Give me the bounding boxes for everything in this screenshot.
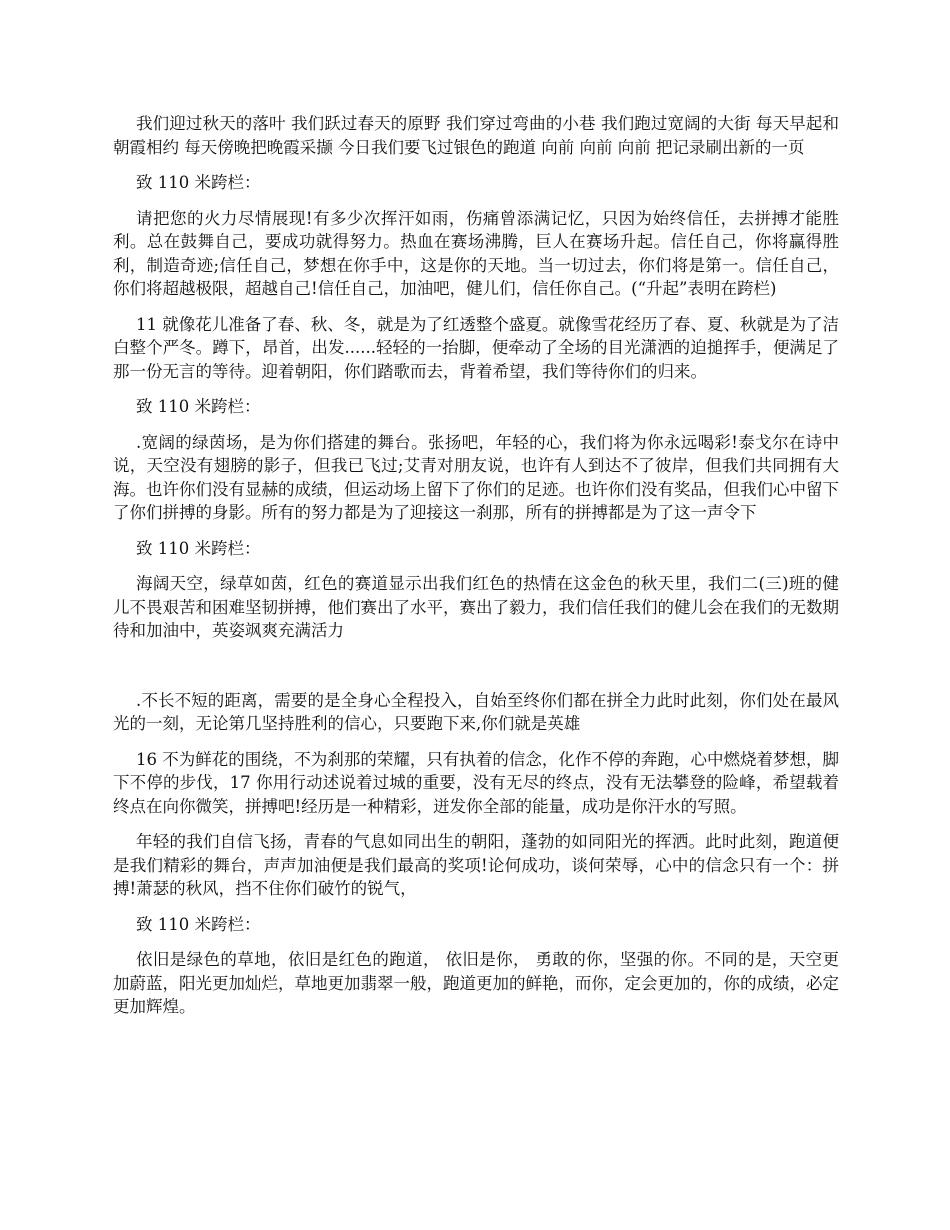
paragraph: .不长不短的距离，需要的是全身心全程投入，自始至终你们都在拼全力此时此刻，你们处在最风光的一刻，无论第几坚持胜利的信心，只要跑下来,你们就是英雄 bbox=[113, 690, 839, 733]
paragraph: 海阔天空，绿草如茵，红色的赛道显示出我们红色的热情在这金色的秋天里，我们二(三)班的健儿不畏艰苦和困难坚韧拼搏，他们赛出了水平，赛出了毅力，我们信任我们的健儿会在我们的无数期待和加油中，英姿飒爽充满活力 bbox=[113, 574, 839, 640]
paragraph: 年轻的我们自信飞扬，青春的气息如同出生的朝阳，蓬勃的如同阳光的挥洒。此时此刻，跑道便是我们精彩的舞台，声声加油便是我们最高的奖项!论何成功，谈何荣辱，心中的信念只有一个：拼搏!萧瑟的秋风，挡不住你们破竹的锐气， bbox=[113, 832, 839, 898]
section-heading: 致 110 米跨栏： bbox=[136, 173, 261, 192]
paragraph: 请把您的火力尽情展现!有多少次挥汗如雨，伤痛曾添满记忆，只因为始终信任，去拼搏才能胜利。总在鼓舞自己，要成功就得努力。热血在赛场沸腾，巨人在赛场升起。信任自己，你将赢得胜利，制造奇迹;信任自己，梦想在你手中，这是你的天地。当一切过去，你们将是第一。信任自己，你们将超越极限，超越自己!信任自己，加油吧，健儿们，信任你自己。(“升起”表明在跨栏) bbox=[113, 208, 839, 298]
section-heading: 致 110 米跨栏： bbox=[136, 538, 261, 558]
paragraph-intro-poem: 我们迎过秋天的落叶 我们跃过春天的原野 我们穿过弯曲的小巷 我们跑过宽阔的大街 每天早起和朝霞相约 每天傍晚把晚霞采撷 今日我们要飞过银色的跑道 向前 向前 向前 把记录刷出新的一页 bbox=[113, 114, 839, 157]
paragraph: 11 就像花儿准备了春、秋、冬，就是为了红透整个盛夏。就像雪花经历了春、夏、秋就是为了洁白整个严冬。蹲下，昂首，出发......轻轻的一抬脚，便牵动了全场的目光潇洒的迫搥挥手，便满足了那一份无言的等待。迎着朝阳，你们踏歌而去，背着希望，我们等待你们的归来。 bbox=[113, 314, 839, 381]
blank-spacer bbox=[113, 655, 839, 689]
paragraph: .宽阔的绿茵场，是为你们搭建的舞台。张扬吧，年轻的心，我们将为你永远喝彩!泰戈尔在诗中说，天空没有翅膀的影子，但我已飞过;艾青对朋友说，也许有人到达不了彼岸，但我们共同拥有大海。也许你们没有显赫的成绩，但运动场上留下了你们的足迹。也许你们没有奖品，但我们心中留下了你们拼搏的身影。所有的努力都是为了迎接这一刹那，所有的拼搏都是为了这一声令下 bbox=[113, 432, 839, 522]
section-heading: 致 110 米跨栏： bbox=[136, 914, 261, 934]
section-heading: 致 110 米跨栏： bbox=[136, 397, 261, 416]
paragraph: 16 不为鲜花的围绕，不为刹那的荣耀，只有执着的信念，化作不停的奔跑，心中燃烧着梦想，脚下不停的步伐，17 你用行动述说着过城的重要，没有无尽的终点，没有无法攀登的险峰，希望载着终点在向你微笑，拼搏吧!经历是一种精彩，迸发你全部的能量，成功是你汗水的写照。 bbox=[113, 749, 839, 816]
paragraph: 依旧是绿色的草地，依旧是红色的跑道， 依旧是你， 勇敢的你，坚强的你。不同的是，天空更加蔚蓝，阳光更加灿烂，草地更加翡翠一般，跑道更加的鲜艳，而你，定会更加的，你的成绩，必定更加辉煌。 bbox=[113, 950, 839, 1016]
document-page bbox=[113, 112, 839, 1031]
